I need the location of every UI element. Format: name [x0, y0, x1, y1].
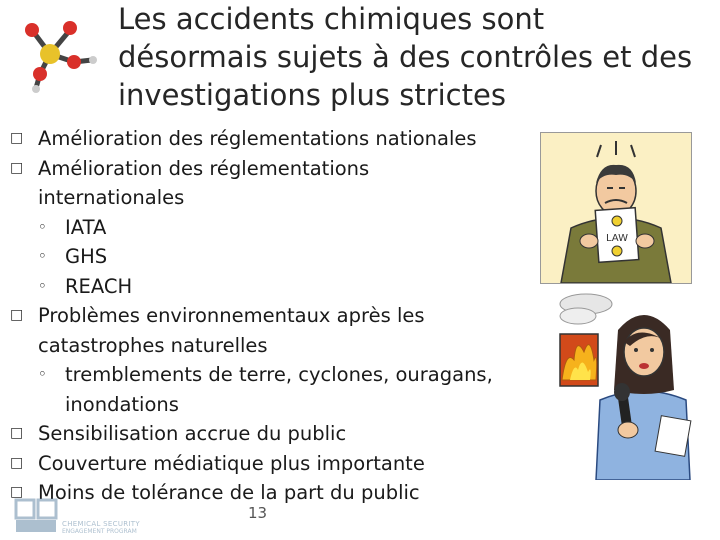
- sub-item: [38, 360, 500, 419]
- bullet-text: Amélioration des réglementations nationales: [38, 127, 477, 150]
- bullet-list: [10, 124, 500, 508]
- bullet-item: [10, 154, 500, 213]
- bullet-item: [10, 124, 500, 154]
- bullet-marker: □: [10, 130, 24, 146]
- molecule-icon: [14, 12, 102, 94]
- bullet-text: Couverture médiatique plus importante: [38, 451, 425, 475]
- bullet-text: Problèmes environnementaux après les catastrophes naturelles: [38, 304, 425, 357]
- sub-text: GHS: [65, 245, 108, 268]
- businessman-icon: [541, 133, 691, 283]
- sub-item: [38, 242, 500, 272]
- sub-text: tremblements de terre, cyclones, ouragans, inondations: [65, 363, 493, 416]
- sub-list-wrapper: [10, 213, 500, 302]
- bullet-item: [10, 419, 500, 449]
- law-clipart: [540, 132, 692, 284]
- bullet-item: [10, 301, 500, 360]
- reporter-icon: [548, 290, 698, 480]
- sub-marker: ◦: [38, 276, 47, 295]
- bullet-text: Sensibilisation accrue du public: [38, 422, 347, 445]
- sub-list-wrapper: [10, 360, 500, 419]
- sub-marker: ◦: [38, 217, 47, 236]
- program-logo: [14, 496, 194, 536]
- bullet-marker: □: [10, 484, 24, 500]
- bullet-text: Moins de tolérance de la part du public: [38, 481, 420, 504]
- sub-text: IATA: [65, 215, 107, 239]
- logo-line-2: ENGAGEMENT PROGRAM: [62, 528, 137, 535]
- sub-marker: ◦: [38, 247, 47, 265]
- bullet-marker: □: [10, 159, 24, 176]
- law-text: LAW: [606, 233, 628, 244]
- bullet-marker: □: [10, 425, 24, 441]
- logo-icon: [14, 496, 58, 536]
- bullet-marker: □: [10, 454, 24, 471]
- bullet-text: Amélioration des réglementations internationales: [38, 156, 370, 209]
- sub-list: [10, 213, 500, 302]
- sub-marker: ◦: [38, 365, 47, 383]
- sub-item: [38, 213, 500, 243]
- bullet-item: [10, 449, 500, 479]
- sub-item: [38, 272, 500, 302]
- sub-text: REACH: [65, 274, 133, 298]
- logo-line-1: CHEMICAL SECURITY: [62, 520, 140, 528]
- slide-title: Les accidents chimiques sont désormais sujets à des contrôles et des investigations plus strictes: [118, 2, 693, 112]
- sub-list: [10, 360, 500, 419]
- bullet-marker: □: [10, 307, 24, 323]
- page-number: 13: [248, 504, 268, 522]
